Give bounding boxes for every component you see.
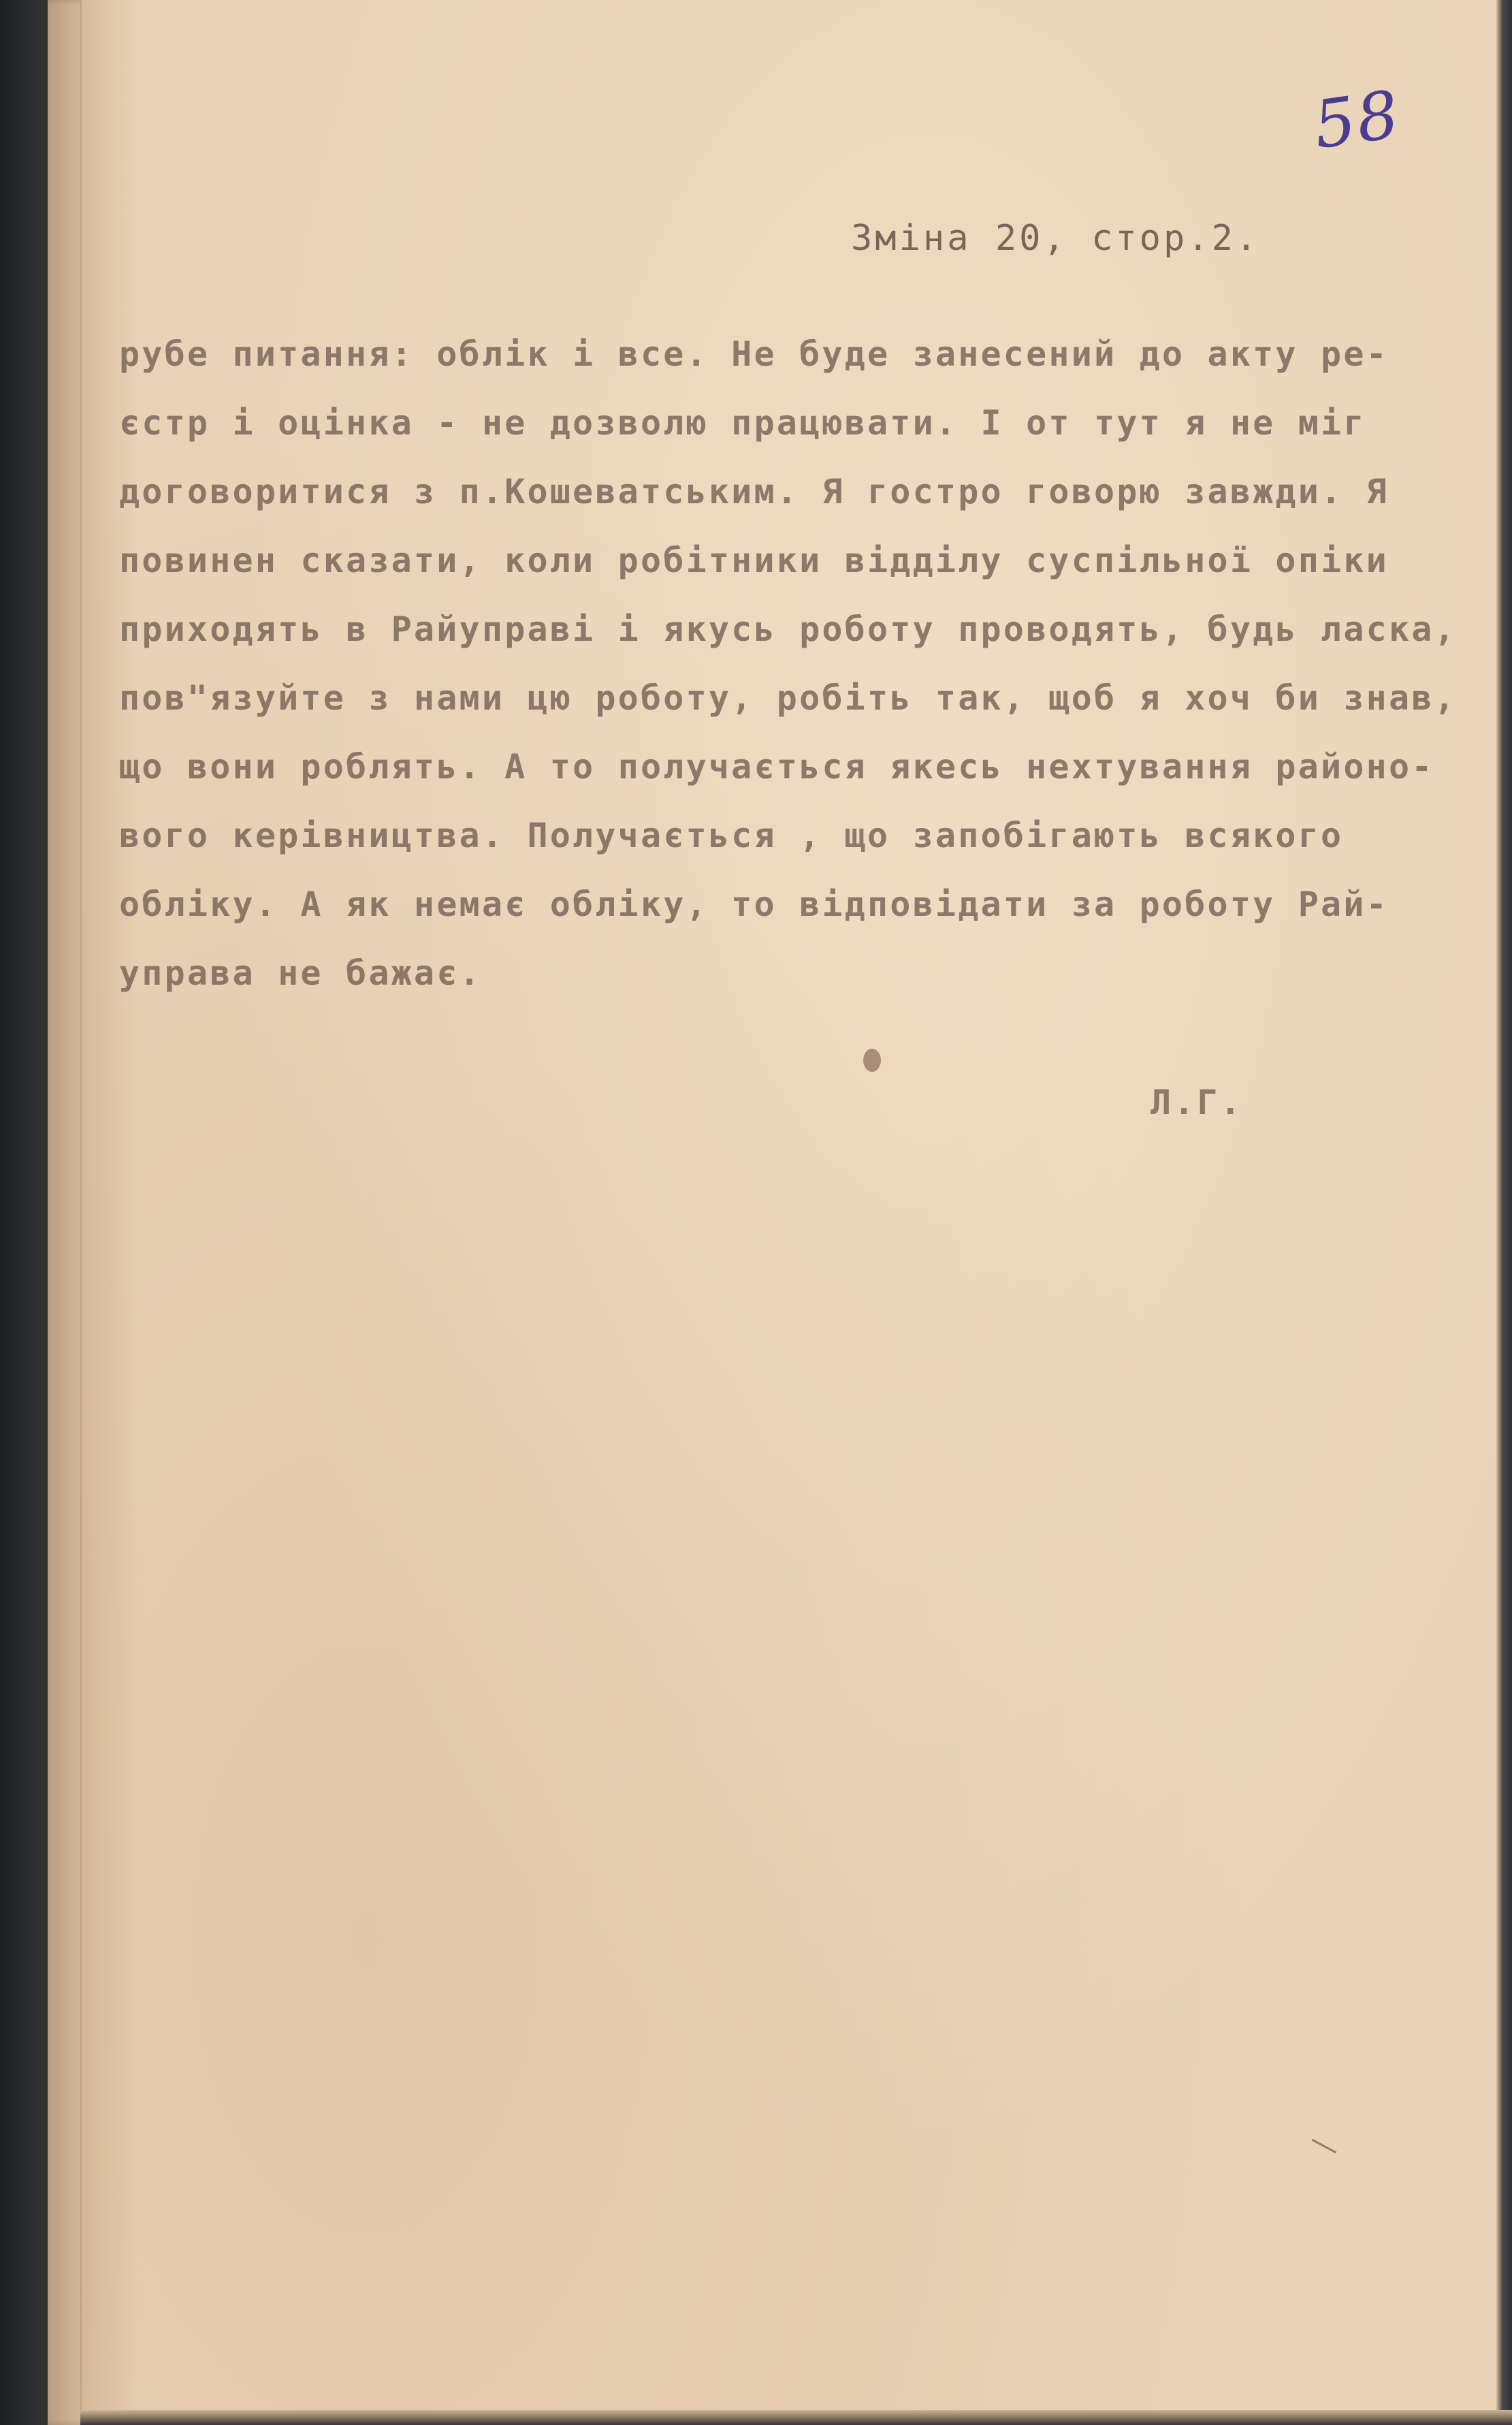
page-header: Зміна 20, стор.2. [851,218,1260,259]
page-right-edge [1496,0,1512,2425]
text-line: управа не бажає. [119,953,482,993]
text-line: рубе питання: облік і все. Не буде занесений до акту ре- [119,334,1389,374]
text-line: пов"язуйте з нами цю роботу, робіть так, щоб я хоч би знав, [119,678,1457,718]
text-line: обліку. А як немає обліку, то відповідати за роботу Рай- [119,885,1389,924]
text-line: договоритися з п.Кошеватським. Я гостро говорю завжди. Я [119,472,1389,511]
binder-edge [0,0,53,2425]
folio-number: 58 [1308,76,1405,164]
text-line: приходять в Райуправі і якусь роботу проводять, будь ласка, [119,609,1457,649]
signature-initials: Л.Г. [1151,1083,1244,1122]
text-line: що вони роблять. А то получається якесь нехтування районо- [119,747,1434,787]
body-text [119,320,1474,1008]
text-line: вого керівництва. Получається , що запобігають всякого [119,816,1344,855]
text-line: повинен сказати, коли робітники відділу суспільної опіки [119,541,1389,580]
text-line: єстр і оцінка - не дозволю працювати. І от тут я не міг [119,403,1366,443]
ink-blot [863,1049,881,1072]
page-bottom-edge [80,2410,1512,2425]
